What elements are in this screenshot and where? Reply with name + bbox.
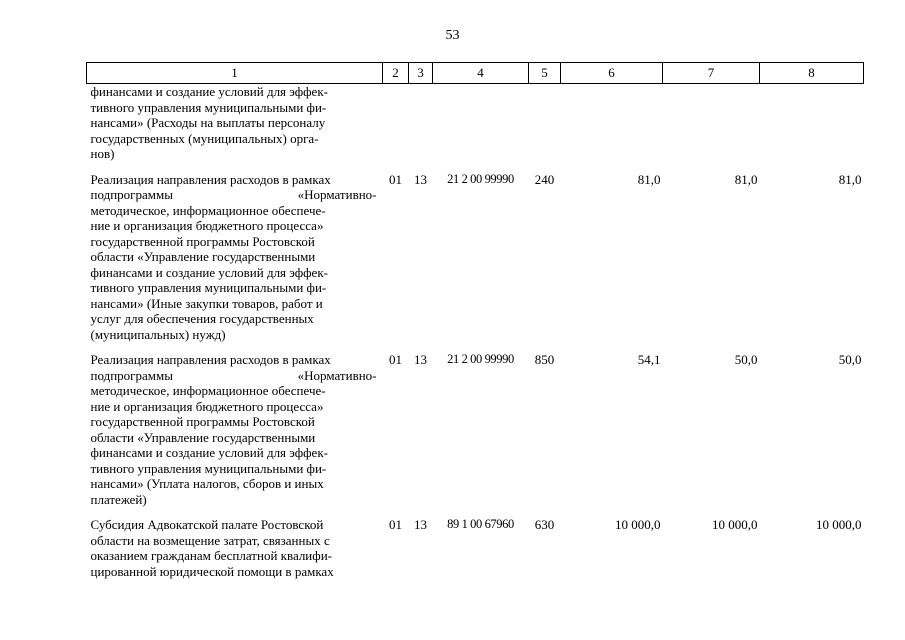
- table-row: [87, 517, 864, 579]
- header-col-5: 5: [529, 63, 561, 84]
- expense-type-code: 240: [534, 171, 555, 187]
- table-row: [87, 172, 864, 353]
- description-line: подпрограммы «Нормативно-: [90, 367, 377, 383]
- description-line: государственной программы Ростовской: [90, 414, 315, 429]
- header-col-1: 1: [87, 63, 383, 84]
- header-col-2: 2: [383, 63, 409, 84]
- description-line: государственной программы Ростовской: [90, 233, 315, 249]
- row-description: [87, 352, 383, 517]
- row-description: [87, 84, 383, 172]
- amount-col-6: [561, 84, 663, 172]
- description-line: государственных (муниципальных) орга-: [90, 130, 319, 146]
- description-line: ние и организация бюджетного процесса»: [90, 398, 324, 414]
- description-line: цированной юридической помощи в рамках: [90, 563, 334, 579]
- description-line: тивного управления муниципальными фи-: [90, 99, 327, 115]
- description-line: финансами и создание условий для эффек-: [90, 264, 328, 280]
- description-line: нансами» (Иные закупки товаров, работ и: [90, 295, 323, 311]
- amount-col-7: 50,0: [734, 352, 758, 367]
- row-description: [87, 172, 383, 353]
- amount-col-6: 81,0: [637, 171, 661, 187]
- section-code: 01: [389, 171, 402, 187]
- page-number: 53: [445, 28, 460, 43]
- description-line: платежей): [90, 491, 147, 507]
- amount-col-7: 81,0: [734, 171, 758, 187]
- amount-col-6: 10 000,0: [615, 517, 661, 532]
- target-article-code: [433, 84, 529, 172]
- header-col-8: 8: [760, 63, 864, 84]
- description-line: финансами и создание условий для эффек-: [90, 445, 328, 460]
- subsection-code: 13: [414, 171, 427, 187]
- target-article-code: 89 1 00 67960: [447, 517, 514, 531]
- description-line: подпрограммы «Нормативно-: [90, 187, 377, 202]
- description-line: области «Управление государственными: [90, 429, 316, 445]
- description-line: нов): [90, 146, 115, 161]
- description-line: области «Управление государственными: [90, 249, 316, 264]
- description-line: тивного управления муниципальными фи-: [90, 280, 327, 295]
- subsection-code: 13: [414, 517, 427, 532]
- expense-type-code: 630: [534, 517, 555, 532]
- amount-col-8: [760, 84, 864, 172]
- description-line: методическое, информационное обеспече-: [90, 383, 326, 398]
- expense-type-code: 850: [534, 352, 555, 367]
- subsection-code: [409, 84, 433, 172]
- description-line: методическое, информационное обеспече-: [90, 202, 326, 218]
- section-code: [383, 84, 409, 172]
- amount-col-6: 54,1: [637, 352, 661, 367]
- description-line: нансами» (Расходы на выплаты персоналу: [90, 115, 326, 130]
- description-line: оказанием гражданам бесплатной квалифи-: [90, 548, 332, 563]
- description-line: Субсидия Адвокатской палате Ростовской: [90, 517, 324, 532]
- target-article-code: 21 2 00 99990: [447, 171, 514, 186]
- header-col-3: 3: [409, 63, 433, 84]
- amount-col-8: 10 000,0: [816, 517, 862, 532]
- description-line: нансами» (Уплата налогов, сборов и иных: [90, 476, 324, 491]
- amount-col-7: [663, 84, 760, 172]
- amount-col-8: 81,0: [838, 171, 862, 187]
- section-code: 01: [389, 517, 402, 532]
- row-description: [87, 517, 383, 579]
- description-line: Реализация направления расходов в рамках: [90, 352, 331, 367]
- description-line: ние и организация бюджетного процесса»: [90, 218, 324, 233]
- amount-col-7: 10 000,0: [712, 517, 758, 532]
- header-col-4: 4: [433, 63, 529, 84]
- table-header-row: [87, 63, 864, 84]
- description-line: Реализация направления расходов в рамках: [90, 171, 331, 187]
- header-col-7: 7: [663, 63, 760, 84]
- description-line: услуг для обеспечения государственных: [90, 311, 314, 326]
- budget-table: [86, 62, 864, 579]
- table-row: [87, 352, 864, 517]
- table-row: [87, 84, 864, 172]
- target-article-code: 21 2 00 99990: [447, 352, 514, 366]
- amount-col-8: 50,0: [838, 352, 862, 367]
- section-code: 01: [389, 352, 402, 367]
- description-line: тивного управления муниципальными фи-: [90, 460, 327, 476]
- subsection-code: 13: [414, 352, 427, 367]
- expense-type-code: [529, 84, 561, 172]
- description-line: области на возмещение затрат, связанных с: [90, 532, 330, 548]
- header-col-6: 6: [561, 63, 663, 84]
- description-line: (муниципальных) нужд): [90, 326, 226, 342]
- description-line: финансами и создание условий для эффек-: [90, 84, 328, 99]
